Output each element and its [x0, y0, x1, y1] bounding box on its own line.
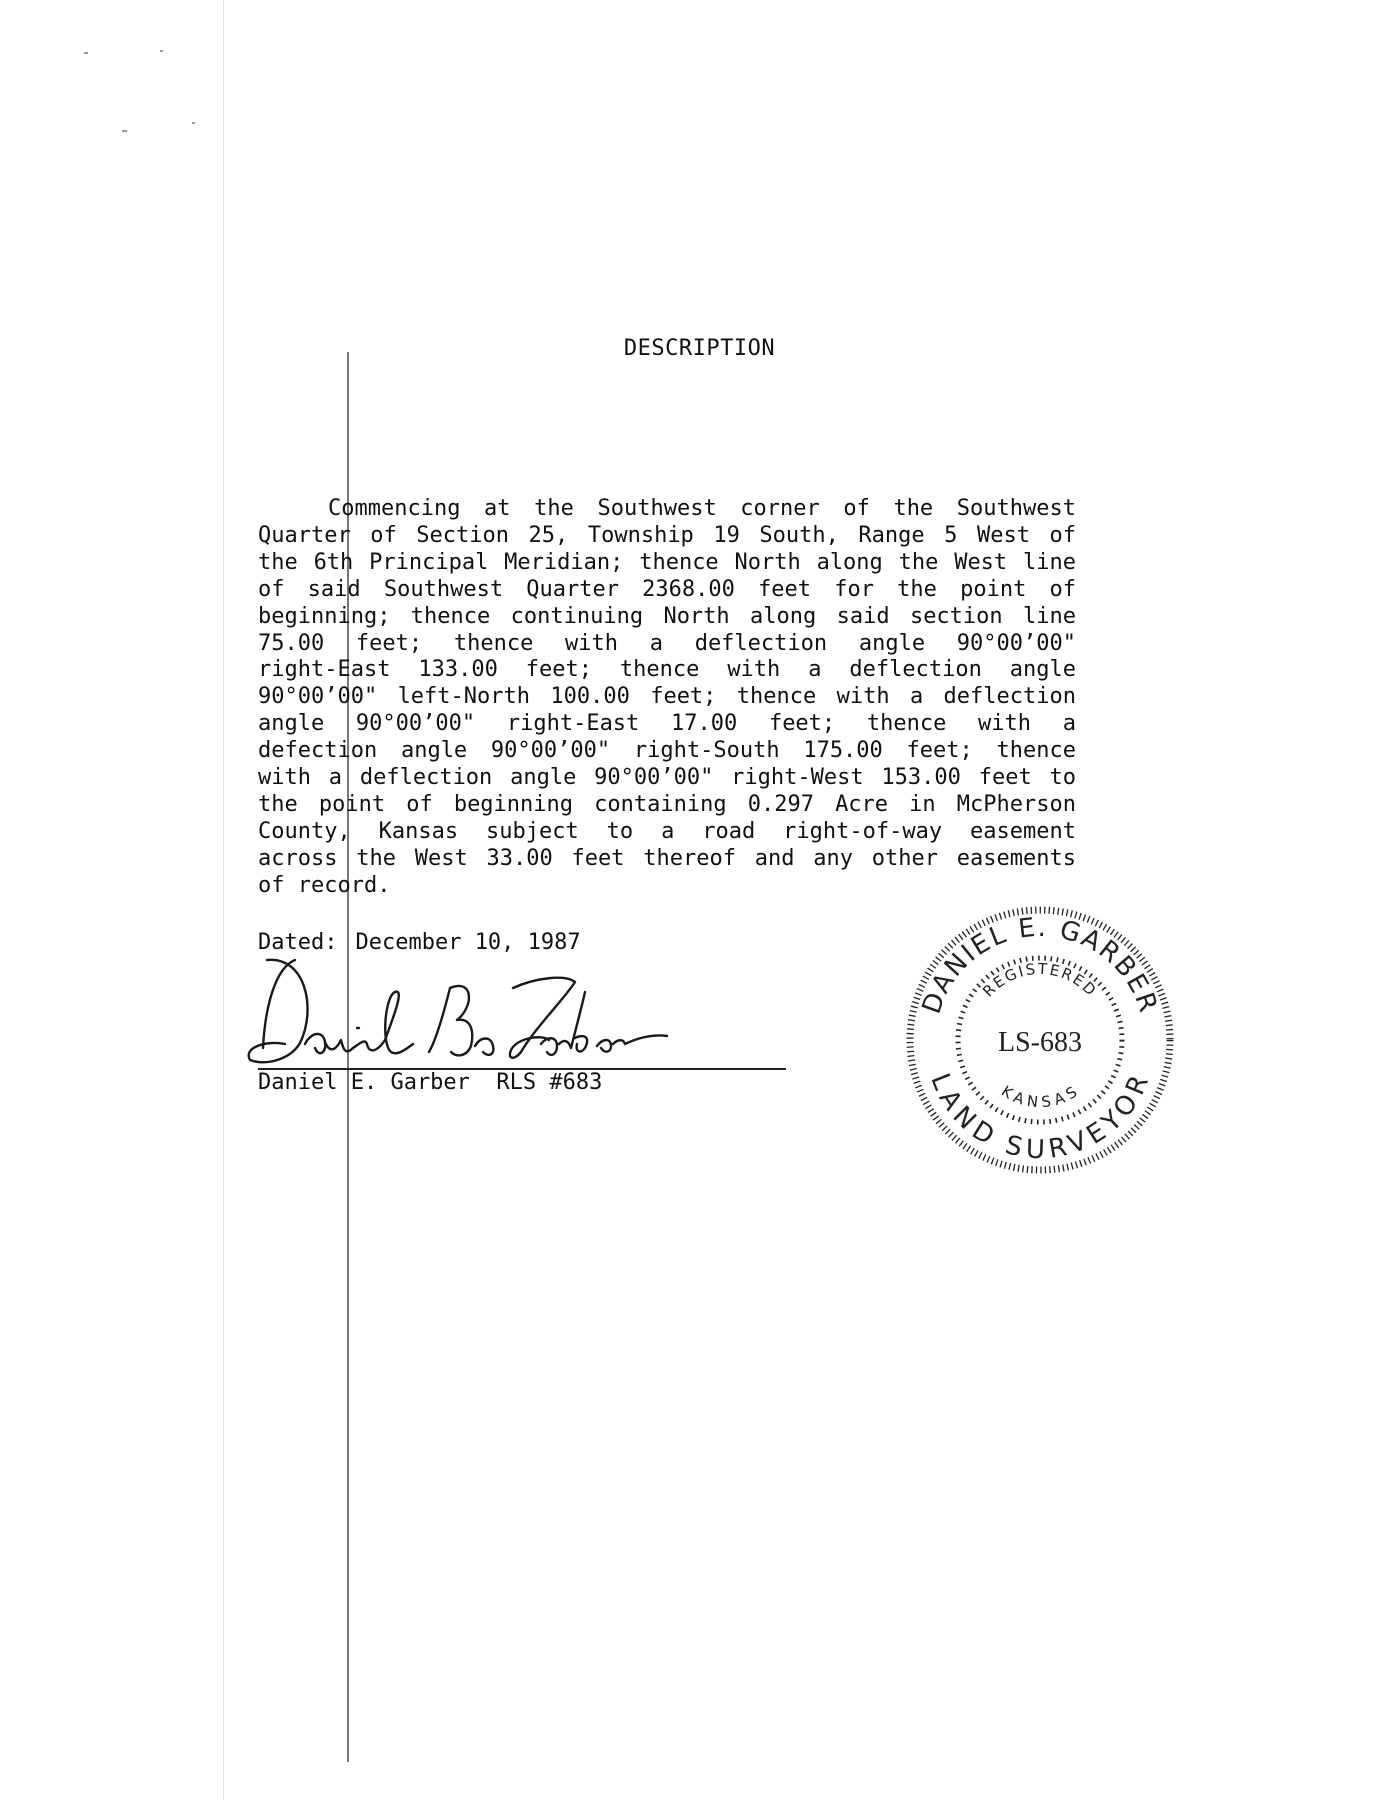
seal-registered: REGISTERED — [979, 959, 1101, 1001]
description-line: defection angle 90°00’00" right-South 175.00 feet; thence — [258, 738, 1076, 764]
description-line: of record. — [258, 872, 391, 898]
description-line: of said Southwest Quarter 2368.00 feet for the point of — [258, 576, 1076, 602]
document-title: DESCRIPTION — [623, 336, 776, 361]
description-line: the 6th Principal Meridian; thence North along the West line — [258, 549, 1076, 575]
seal-name: DANIEL E. GARBER — [916, 912, 1164, 1018]
seal-license: LS-683 — [998, 1027, 1082, 1058]
description-line: Commencing at the Southwest corner of the Southwest — [328, 496, 1076, 521]
dated-label: Dated: — [258, 930, 338, 955]
signer-block — [258, 1070, 602, 1095]
description-line: Quarter of Section 25, Township 19 South, Range 5 West of — [258, 522, 1076, 548]
dated-value: December 10, 1987 — [355, 930, 581, 955]
scan-speck — [160, 50, 163, 52]
surveyor-seal — [904, 904, 1176, 1176]
description-line: 90°00’00" left-North 100.00 feet; thence with a deflection — [258, 684, 1076, 710]
scan-edge-line — [223, 0, 224, 1800]
scan-speck — [84, 52, 88, 54]
legal-description — [258, 496, 1076, 900]
description-line: right-East 133.00 feet; thence with a deflection angle — [258, 657, 1076, 683]
scan-speck — [122, 130, 127, 132]
description-line: 75.00 feet; thence with a deflection angle 90°00’00" — [258, 630, 1076, 656]
description-line: with a deflection angle 90°00’00" right-West 153.00 feet to — [258, 765, 1076, 791]
signer-name: Daniel E. Garber — [258, 1070, 470, 1095]
signer-license: RLS #683 — [496, 1070, 603, 1095]
description-line: beginning; thence continuing North along said section line — [258, 603, 1076, 629]
description-line: the point of beginning containing 0.297 Acre in McPherson — [258, 791, 1076, 817]
scan-speck — [192, 122, 195, 124]
description-line: County, Kansas subject to a road right-of-way easement — [258, 818, 1076, 844]
handwritten-signature — [245, 948, 705, 1073]
seal-state: KANSAS — [997, 1082, 1083, 1112]
description-line: across the West 33.00 feet thereof and any other easements — [258, 845, 1076, 871]
description-line: angle 90°00’00" right-East 17.00 feet; thence with a — [258, 711, 1076, 737]
seal-title: LAND SURVEYOR — [923, 1069, 1157, 1166]
